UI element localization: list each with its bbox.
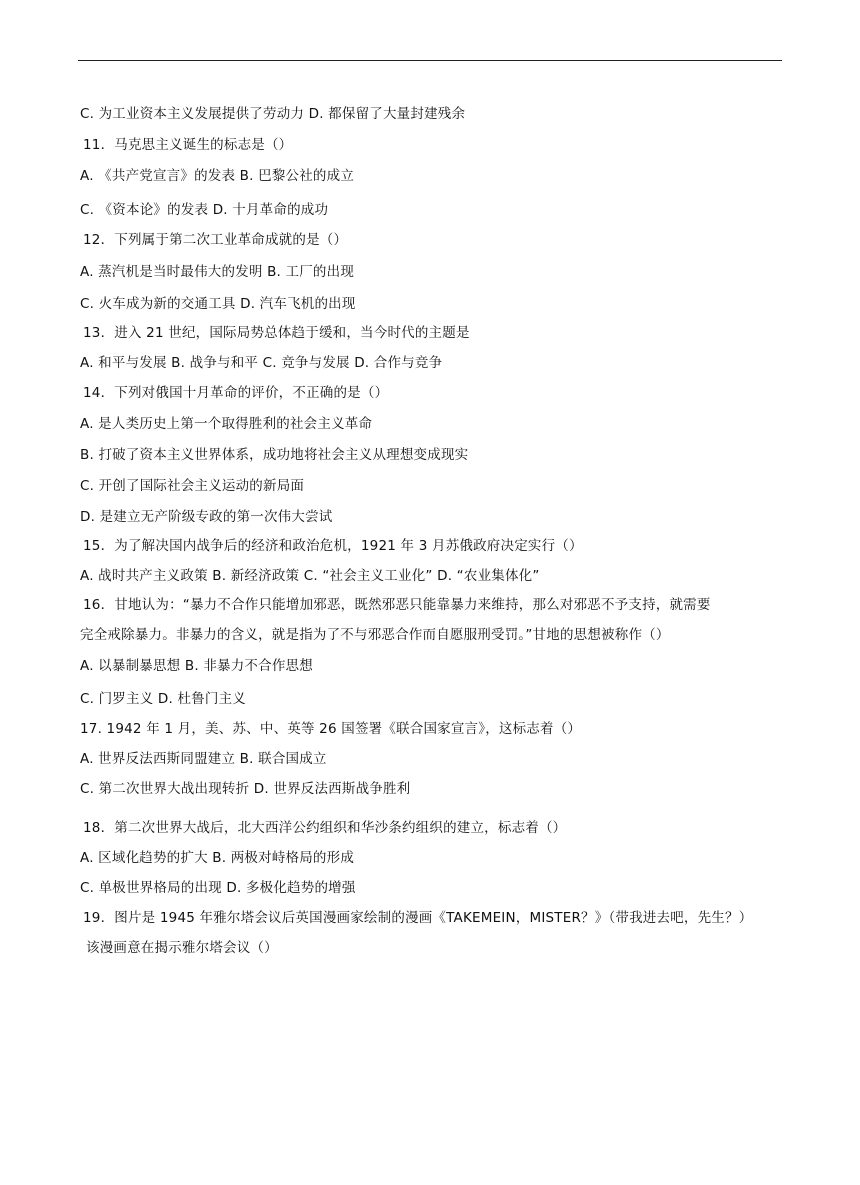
question-16: 16．甘地认为：“暴力不合作只能增加邪恶，既然邪恶只能靠暴力来维持，那么对邪恶不予支持，就需要: [83, 597, 711, 613]
option-line: A. 《共产党宣言》的发表 B. 巴黎公社的成立: [80, 168, 355, 184]
option-line: C. 门罗主义 D. 杜鲁门主义: [80, 691, 246, 707]
option-line: C. 开创了国际社会主义运动的新局面: [80, 478, 305, 494]
question-12: 12．下列属于第二次工业革命成就的是（）: [83, 232, 348, 248]
question-11: 11．马克思主义诞生的标志是（）: [83, 137, 293, 153]
question-18: 18．第二次世界大战后，北大西洋公约组织和华沙条约组织的建立，标志着（）: [83, 820, 567, 836]
option-line: A. 战时共产主义政策 B. 新经济政策 C. “社会主义工业化” D. “农业集体化”: [80, 568, 540, 584]
option-line: B. 打破了资本主义世界体系，成功地将社会主义从理想变成现实: [80, 447, 469, 463]
question-13: 13．进入 21 世纪，国际局势总体趋于缓和，当今时代的主题是: [83, 325, 470, 341]
option-line: D. 是建立无产阶级专政的第一次伟大尝试: [80, 509, 333, 525]
option-line: A. 以暴制暴思想 B. 非暴力不合作思想: [80, 658, 313, 674]
option-line: C. 第二次世界大战出现转折 D. 世界反法西斯战争胜利: [80, 781, 411, 797]
option-line: C. 火车成为新的交通工具 D. 汽车飞机的出现: [80, 296, 356, 312]
question-15: 15．为了解决国内战争后的经济和政治危机，1921 年 3 月苏俄政府决定实行（）: [83, 538, 583, 554]
question-14: 14．下列对俄国十月革命的评价，不正确的是（）: [83, 385, 389, 401]
option-line: C. 单极世界格局的出现 D. 多极化趋势的增强: [80, 880, 356, 896]
option-line: A. 世界反法西斯同盟建立 B. 联合国成立: [80, 751, 327, 767]
question-17: 17. 1942 年 1 月，美、苏、中、英等 26 国签署《联合国家宣言》，这标志着（）: [80, 721, 582, 737]
question-16-continuation: 完全戒除暴力。非暴力的含义，就是指为了不与邪恶合作而自愿服刑受罚。”甘地的思想被称作（）: [80, 627, 670, 643]
option-line: C. 为工业资本主义发展提供了劳动力 D. 都保留了大量封建残余: [80, 106, 466, 122]
question-19: 19．图片是 1945 年雅尔塔会议后英国漫画家绘制的漫画《TAKEMEIN，MISTER？》（带我进去吧，先生？）: [83, 910, 753, 926]
header-rule: [78, 60, 782, 61]
question-19-continuation: 该漫画意在揭示雅尔塔会议（）: [86, 940, 278, 956]
option-line: A. 区域化趋势的扩大 B. 两极对峙格局的形成: [80, 850, 355, 866]
option-line: C. 《资本论》的发表 D. 十月革命的成功: [80, 202, 329, 218]
option-line: A. 是人类历史上第一个取得胜利的社会主义革命: [80, 416, 373, 432]
option-line: A. 蒸汽机是当时最伟大的发明 B. 工厂的出现: [80, 264, 355, 280]
option-line: A. 和平与发展 B. 战争与和平 C. 竞争与发展 D. 合作与竞争: [80, 355, 443, 371]
